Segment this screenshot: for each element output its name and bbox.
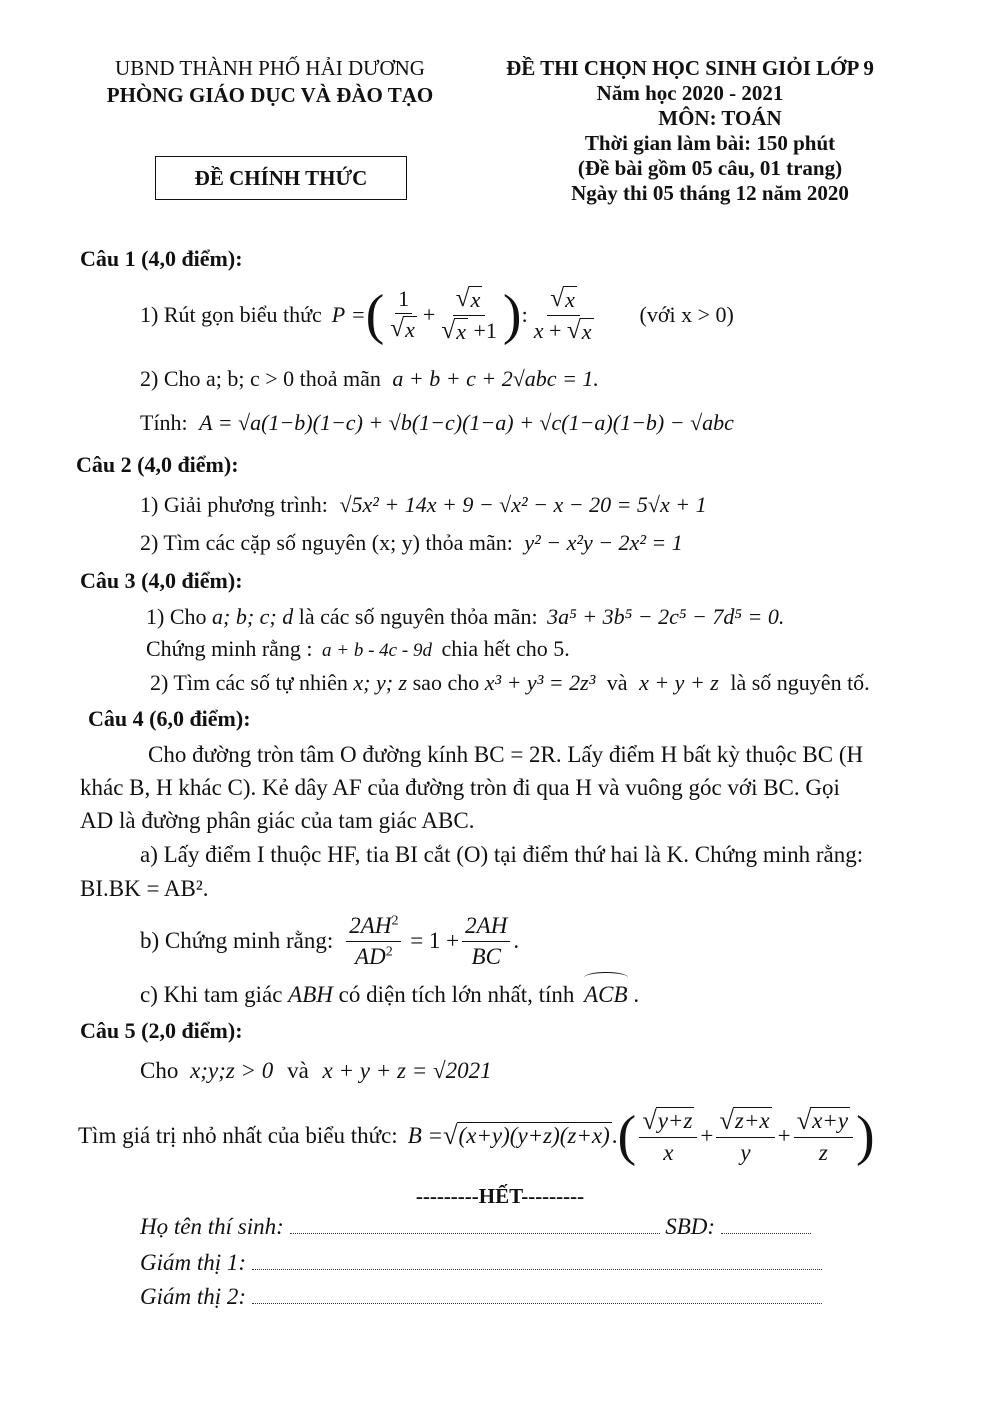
candidate-name-field[interactable] xyxy=(290,1232,660,1234)
q3-part2-text-c: và xyxy=(606,670,628,695)
q3-prove-expression: a + b - 4c - 9d xyxy=(322,640,432,661)
q4-part-a xyxy=(80,838,940,906)
q5-given-equation: x + y + z = √2021 xyxy=(322,1058,492,1083)
q2-part2-text: 2) Tìm các cặp số nguyên (x; y) thỏa mãn: xyxy=(140,530,513,555)
q1-part2-text: 2) Cho a; b; c > 0 thoả mãn xyxy=(140,366,381,391)
q3-part2 xyxy=(150,670,870,696)
q5-find xyxy=(78,1100,875,1172)
q3-part1-vars: a; b; c; d xyxy=(212,604,294,629)
q3-part1-text-b: là các số nguyên thỏa mãn: xyxy=(298,604,538,629)
q3-part1 xyxy=(146,604,784,630)
q4-intro-line2: khác B, H khác C). Kẻ dây AF của đường tròn đi qua H và vuông góc với BC. Gọi xyxy=(80,775,840,800)
header-department: PHÒNG GIÁO DỤC VÀ ĐÀO TẠO xyxy=(106,83,434,107)
q2-part1 xyxy=(140,492,707,518)
candidate-name-line xyxy=(140,1214,811,1240)
q3-part2-sum: x + y + z xyxy=(639,670,719,695)
q2-part2-equation: y² − x²y − 2x² = 1 xyxy=(524,530,683,555)
subject: MÔN: TOÁN xyxy=(658,106,782,130)
q5-given-vars: x;y;z > 0 xyxy=(190,1058,274,1083)
q2-part1-text: 1) Giải phương trình: xyxy=(140,492,328,517)
header-authority: UBND THÀNH PHỐ HẢI DƯƠNG xyxy=(115,56,425,80)
q5-given xyxy=(140,1058,492,1084)
q3-part2-vars: x; y; z xyxy=(353,670,408,695)
q5-find-text: Tìm giá trị nhỏ nhất của biểu thức: xyxy=(78,1123,398,1148)
q2-title: Câu 2 (4,0 điểm): xyxy=(76,452,239,477)
q4-part-a-line1: a) Lấy điểm I thuộc HF, tia BI cắt (O) tại điểm thứ hai là K. Chứng minh rằng: xyxy=(140,842,864,867)
q4-part-c xyxy=(140,982,639,1008)
q5-b-expression: B = √ (x+y)(y+z)(z+x) . ( √ y+z x + √ z+x y + √ x+y z ) xyxy=(407,1104,875,1167)
duration: Thời gian làm bài: 150 phút xyxy=(584,131,836,155)
q1-part2-equation: a + b + c + 2√abc = 1. xyxy=(392,366,599,391)
official-label: ĐỀ CHÍNH THỨC xyxy=(194,165,368,190)
q4-part-c-triangle: ABH xyxy=(288,982,333,1007)
q3-part2-equation: x³ + y³ = 2z³ xyxy=(484,670,596,695)
q4-part-c-text-a: c) Khi tam giác xyxy=(140,982,283,1007)
q3-part2-text-a: 2) Tìm các số tự nhiên xyxy=(150,670,348,695)
q3-part1-prove xyxy=(146,636,570,662)
q2-part2 xyxy=(140,530,683,556)
q1-a-expression: A = √a(1−b)(1−c) + √b(1−c)(1−a) + √c(1−a)(1−b) − √abc xyxy=(199,410,734,435)
school-year: Năm học 2020 - 2021 xyxy=(596,81,784,105)
angle-arc-icon xyxy=(584,972,627,983)
q2-part1-equation: √5x² + 14x + 9 − √x² − x − 20 = 5√x + 1 xyxy=(339,492,707,517)
q4-part-c-text-b: có diện tích lớn nhất, tính xyxy=(338,982,575,1007)
header-left xyxy=(100,56,440,108)
q4-intro-line3: AD là đường phân giác của tam giác ABC. xyxy=(80,808,475,833)
proctor1-field[interactable] xyxy=(252,1268,822,1270)
candidate-name-label: Họ tên thí sinh: xyxy=(140,1214,284,1239)
sbd-label: SBD: xyxy=(665,1214,716,1239)
q4-part-c-end: . xyxy=(633,982,640,1007)
q3-title: Câu 3 (4,0 điểm): xyxy=(80,568,243,593)
q4-intro xyxy=(80,738,940,837)
q5-given-text-b: và xyxy=(287,1058,309,1083)
header-right xyxy=(480,56,900,206)
q3-prove-label: Chứng minh rằng : xyxy=(146,636,313,661)
sbd-field[interactable] xyxy=(721,1232,811,1234)
proctor1-line xyxy=(140,1250,822,1276)
q4-part-c-angle xyxy=(584,982,627,1008)
official-exam-box xyxy=(155,156,407,200)
q1-part2-compute xyxy=(140,410,734,436)
q4-intro-line1: Cho đường tròn tâm O đường kính BC = 2R. Lấy điểm H bất kỳ thuộc BC (H xyxy=(148,742,864,767)
end-marker: ---------HẾT--------- xyxy=(415,1184,585,1208)
proctor2-line xyxy=(140,1284,822,1310)
q3-part1-text-a: 1) Cho xyxy=(146,604,207,629)
q5-given-text-a: Cho xyxy=(140,1058,179,1083)
q3-part2-text-b: sao cho xyxy=(412,670,480,695)
proctor2-label: Giám thị 2: xyxy=(140,1284,247,1309)
q4-title: Câu 4 (6,0 điểm): xyxy=(88,706,251,731)
q4-part-c-angle-label: ACB xyxy=(584,982,628,1007)
page-count: (Đề bài gồm 05 câu, 01 trang) xyxy=(577,156,843,180)
q3-part1-equation: 3a⁵ + 3b⁵ − 2c⁵ − 7d⁵ = 0. xyxy=(547,604,785,629)
q3-prove-text: chia hết cho 5. xyxy=(441,636,570,661)
proctor1-label: Giám thị 1: xyxy=(140,1250,247,1275)
q1-part1 xyxy=(140,284,734,346)
q4-part-a-line2: BI.BK = AB². xyxy=(80,876,209,901)
q1-part1-condition: (với x > 0) xyxy=(639,302,734,327)
q4-part-b-text: b) Chứng minh rằng: xyxy=(140,928,334,953)
q1-compute-label: Tính: xyxy=(140,410,188,435)
q1-title: Câu 1 (4,0 điểm): xyxy=(80,246,243,271)
exam-title: ĐỀ THI CHỌN HỌC SINH GIỎI LỚP 9 xyxy=(506,56,874,80)
proctor2-field[interactable] xyxy=(252,1302,822,1304)
q4-part-b xyxy=(140,910,519,972)
q4-part-b-equation: $\frac{2AH^2}{AD^2}$ = 1 + $\frac{2AH}{BC}$ . xyxy=(343,913,519,969)
exam-date: Ngày thi 05 tháng 12 năm 2020 xyxy=(571,181,849,205)
q3-part2-text-d: là số nguyên tố. xyxy=(730,670,870,695)
q1-part1-text: 1) Rút gọn biểu thức xyxy=(140,302,322,327)
q1-part2 xyxy=(140,366,599,392)
q1-p-expression: P = ( 1 √ x + √ x √ x +1 ) : √ x x + √ x xyxy=(331,284,592,346)
q5-title: Câu 5 (2,0 điểm): xyxy=(80,1018,243,1043)
